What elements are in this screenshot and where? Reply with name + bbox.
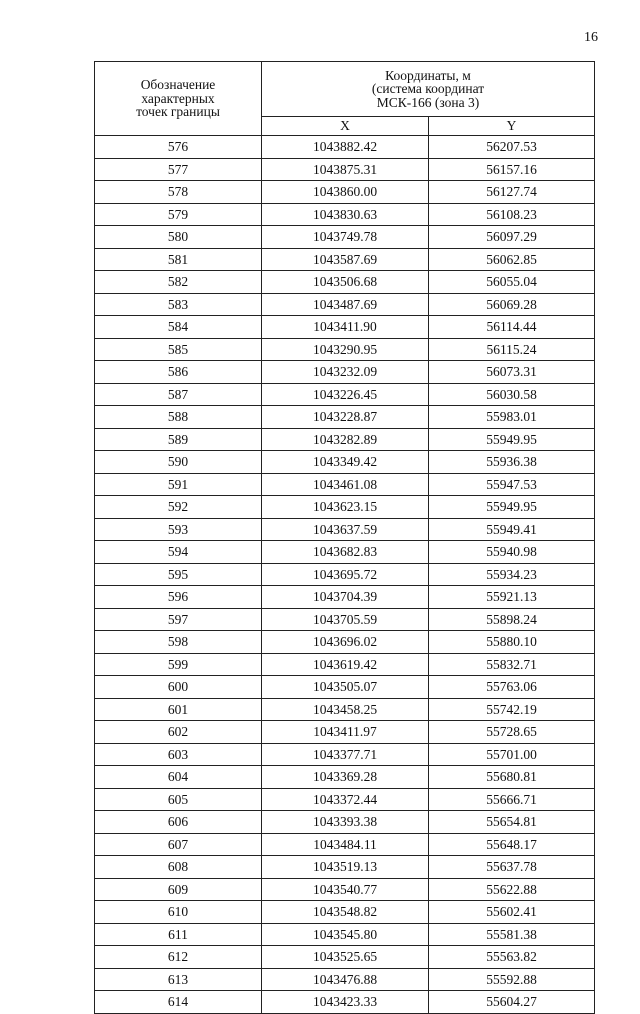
x-cell: 1043372.44 xyxy=(262,788,429,811)
table-row xyxy=(95,541,595,564)
y-cell: 55701.00 xyxy=(429,743,595,766)
x-cell: 1043545.80 xyxy=(262,923,429,946)
table-row xyxy=(95,338,595,361)
table-row xyxy=(95,991,595,1014)
x-cell: 1043506.68 xyxy=(262,271,429,294)
table-row xyxy=(95,293,595,316)
header-point-line-2: характерных xyxy=(141,90,215,106)
table-row xyxy=(95,248,595,271)
point-cell: 613 xyxy=(95,968,262,991)
table-row xyxy=(95,203,595,226)
point-cell: 595 xyxy=(95,563,262,586)
y-cell: 55648.17 xyxy=(429,833,595,856)
y-cell: 55983.01 xyxy=(429,406,595,429)
point-cell: 608 xyxy=(95,856,262,879)
y-cell: 56127.74 xyxy=(429,181,595,204)
x-cell: 1043505.07 xyxy=(262,676,429,699)
point-cell: 578 xyxy=(95,181,262,204)
table-row xyxy=(95,158,595,181)
header-y: Y xyxy=(429,117,595,136)
point-cell: 610 xyxy=(95,901,262,924)
table-row xyxy=(95,698,595,721)
x-cell: 1043226.45 xyxy=(262,383,429,406)
x-cell: 1043458.25 xyxy=(262,698,429,721)
table-row xyxy=(95,136,595,159)
header-x: X xyxy=(262,117,429,136)
y-cell: 55666.71 xyxy=(429,788,595,811)
table-row xyxy=(95,181,595,204)
table-row xyxy=(95,878,595,901)
x-cell: 1043695.72 xyxy=(262,563,429,586)
x-cell: 1043548.82 xyxy=(262,901,429,924)
x-cell: 1043228.87 xyxy=(262,406,429,429)
point-cell: 605 xyxy=(95,788,262,811)
table-row xyxy=(95,563,595,586)
point-cell: 583 xyxy=(95,293,262,316)
table-row xyxy=(95,608,595,631)
point-cell: 585 xyxy=(95,338,262,361)
point-cell: 592 xyxy=(95,496,262,519)
y-cell: 55832.71 xyxy=(429,653,595,676)
x-cell: 1043587.69 xyxy=(262,248,429,271)
y-cell: 55934.23 xyxy=(429,563,595,586)
y-cell: 55602.41 xyxy=(429,901,595,924)
point-cell: 600 xyxy=(95,676,262,699)
table-row xyxy=(95,811,595,834)
table-row xyxy=(95,226,595,249)
point-cell: 591 xyxy=(95,473,262,496)
x-cell: 1043282.89 xyxy=(262,428,429,451)
table-row xyxy=(95,383,595,406)
y-cell: 55921.13 xyxy=(429,586,595,609)
point-cell: 598 xyxy=(95,631,262,654)
x-cell: 1043696.02 xyxy=(262,631,429,654)
y-cell: 55898.24 xyxy=(429,608,595,631)
y-cell: 55949.95 xyxy=(429,428,595,451)
x-cell: 1043619.42 xyxy=(262,653,429,676)
y-cell: 55949.95 xyxy=(429,496,595,519)
x-cell: 1043705.59 xyxy=(262,608,429,631)
point-cell: 606 xyxy=(95,811,262,834)
table-row xyxy=(95,473,595,496)
y-cell: 55880.10 xyxy=(429,631,595,654)
y-cell: 55604.27 xyxy=(429,991,595,1014)
point-cell: 582 xyxy=(95,271,262,294)
table-row xyxy=(95,361,595,384)
table-row xyxy=(95,316,595,339)
point-cell: 579 xyxy=(95,203,262,226)
table-row xyxy=(95,721,595,744)
point-cell: 614 xyxy=(95,991,262,1014)
point-cell: 581 xyxy=(95,248,262,271)
table-row xyxy=(95,901,595,924)
y-cell: 56062.85 xyxy=(429,248,595,271)
header-point-designation xyxy=(95,62,262,136)
y-cell: 55947.53 xyxy=(429,473,595,496)
table-body xyxy=(95,136,595,1014)
table-row xyxy=(95,676,595,699)
x-cell: 1043704.39 xyxy=(262,586,429,609)
point-cell: 609 xyxy=(95,878,262,901)
y-cell: 55592.88 xyxy=(429,968,595,991)
y-cell: 55680.81 xyxy=(429,766,595,789)
point-cell: 587 xyxy=(95,383,262,406)
x-cell: 1043423.33 xyxy=(262,991,429,1014)
point-cell: 589 xyxy=(95,428,262,451)
x-cell: 1043860.00 xyxy=(262,181,429,204)
x-cell: 1043377.71 xyxy=(262,743,429,766)
y-cell: 55728.65 xyxy=(429,721,595,744)
header-coords-line-1: Координаты, м xyxy=(385,67,471,83)
table-row xyxy=(95,428,595,451)
x-cell: 1043349.42 xyxy=(262,451,429,474)
table-row xyxy=(95,923,595,946)
table-row xyxy=(95,788,595,811)
point-cell: 593 xyxy=(95,518,262,541)
x-cell: 1043290.95 xyxy=(262,338,429,361)
point-cell: 599 xyxy=(95,653,262,676)
y-cell: 56157.16 xyxy=(429,158,595,181)
y-cell: 56097.29 xyxy=(429,226,595,249)
header-coordinates xyxy=(262,62,595,117)
point-cell: 596 xyxy=(95,586,262,609)
x-cell: 1043749.78 xyxy=(262,226,429,249)
y-cell: 55637.78 xyxy=(429,856,595,879)
y-cell: 56115.24 xyxy=(429,338,595,361)
point-cell: 601 xyxy=(95,698,262,721)
point-cell: 586 xyxy=(95,361,262,384)
x-cell: 1043411.90 xyxy=(262,316,429,339)
x-cell: 1043637.59 xyxy=(262,518,429,541)
header-point-line-3: точек границы xyxy=(136,104,220,120)
x-cell: 1043461.08 xyxy=(262,473,429,496)
y-cell: 56073.31 xyxy=(429,361,595,384)
table-row xyxy=(95,406,595,429)
table-row xyxy=(95,968,595,991)
x-cell: 1043623.15 xyxy=(262,496,429,519)
table-row xyxy=(95,766,595,789)
y-cell: 56207.53 xyxy=(429,136,595,159)
point-cell: 611 xyxy=(95,923,262,946)
x-cell: 1043875.31 xyxy=(262,158,429,181)
y-cell: 56055.04 xyxy=(429,271,595,294)
x-cell: 1043487.69 xyxy=(262,293,429,316)
y-cell: 56030.58 xyxy=(429,383,595,406)
x-cell: 1043476.88 xyxy=(262,968,429,991)
y-cell: 55936.38 xyxy=(429,451,595,474)
point-cell: 597 xyxy=(95,608,262,631)
table-row xyxy=(95,833,595,856)
x-cell: 1043519.13 xyxy=(262,856,429,879)
point-cell: 604 xyxy=(95,766,262,789)
x-cell: 1043882.42 xyxy=(262,136,429,159)
x-cell: 1043232.09 xyxy=(262,361,429,384)
x-cell: 1043525.65 xyxy=(262,946,429,969)
x-cell: 1043484.11 xyxy=(262,833,429,856)
point-cell: 612 xyxy=(95,946,262,969)
y-cell: 55763.06 xyxy=(429,676,595,699)
table-row xyxy=(95,631,595,654)
y-cell: 55563.82 xyxy=(429,946,595,969)
y-cell: 55940.98 xyxy=(429,541,595,564)
point-cell: 577 xyxy=(95,158,262,181)
point-cell: 603 xyxy=(95,743,262,766)
x-cell: 1043540.77 xyxy=(262,878,429,901)
table-row xyxy=(95,946,595,969)
page-number: 16 xyxy=(584,30,598,45)
point-cell: 590 xyxy=(95,451,262,474)
y-cell: 55742.19 xyxy=(429,698,595,721)
y-cell: 55622.88 xyxy=(429,878,595,901)
point-cell: 576 xyxy=(95,136,262,159)
table-row xyxy=(95,271,595,294)
point-cell: 584 xyxy=(95,316,262,339)
header-coords-line-3: МСК-166 (зона 3) xyxy=(376,94,480,110)
point-cell: 588 xyxy=(95,406,262,429)
coordinates-table xyxy=(94,61,595,1014)
x-cell: 1043830.63 xyxy=(262,203,429,226)
x-cell: 1043411.97 xyxy=(262,721,429,744)
x-cell: 1043393.38 xyxy=(262,811,429,834)
table-row xyxy=(95,743,595,766)
table-row xyxy=(95,586,595,609)
table-row xyxy=(95,518,595,541)
table-row xyxy=(95,856,595,879)
y-cell: 55949.41 xyxy=(429,518,595,541)
x-cell: 1043682.83 xyxy=(262,541,429,564)
y-cell: 55654.81 xyxy=(429,811,595,834)
table-row xyxy=(95,653,595,676)
point-cell: 607 xyxy=(95,833,262,856)
x-cell: 1043369.28 xyxy=(262,766,429,789)
table-row xyxy=(95,451,595,474)
point-cell: 594 xyxy=(95,541,262,564)
y-cell: 56108.23 xyxy=(429,203,595,226)
y-cell: 56069.28 xyxy=(429,293,595,316)
table-row xyxy=(95,496,595,519)
header-coords-line-2: (система координат xyxy=(371,81,485,97)
y-cell: 56114.44 xyxy=(429,316,595,339)
y-cell: 55581.38 xyxy=(429,923,595,946)
point-cell: 602 xyxy=(95,721,262,744)
point-cell: 580 xyxy=(95,226,262,249)
header-point-line-1: Обозначение xyxy=(140,77,216,93)
